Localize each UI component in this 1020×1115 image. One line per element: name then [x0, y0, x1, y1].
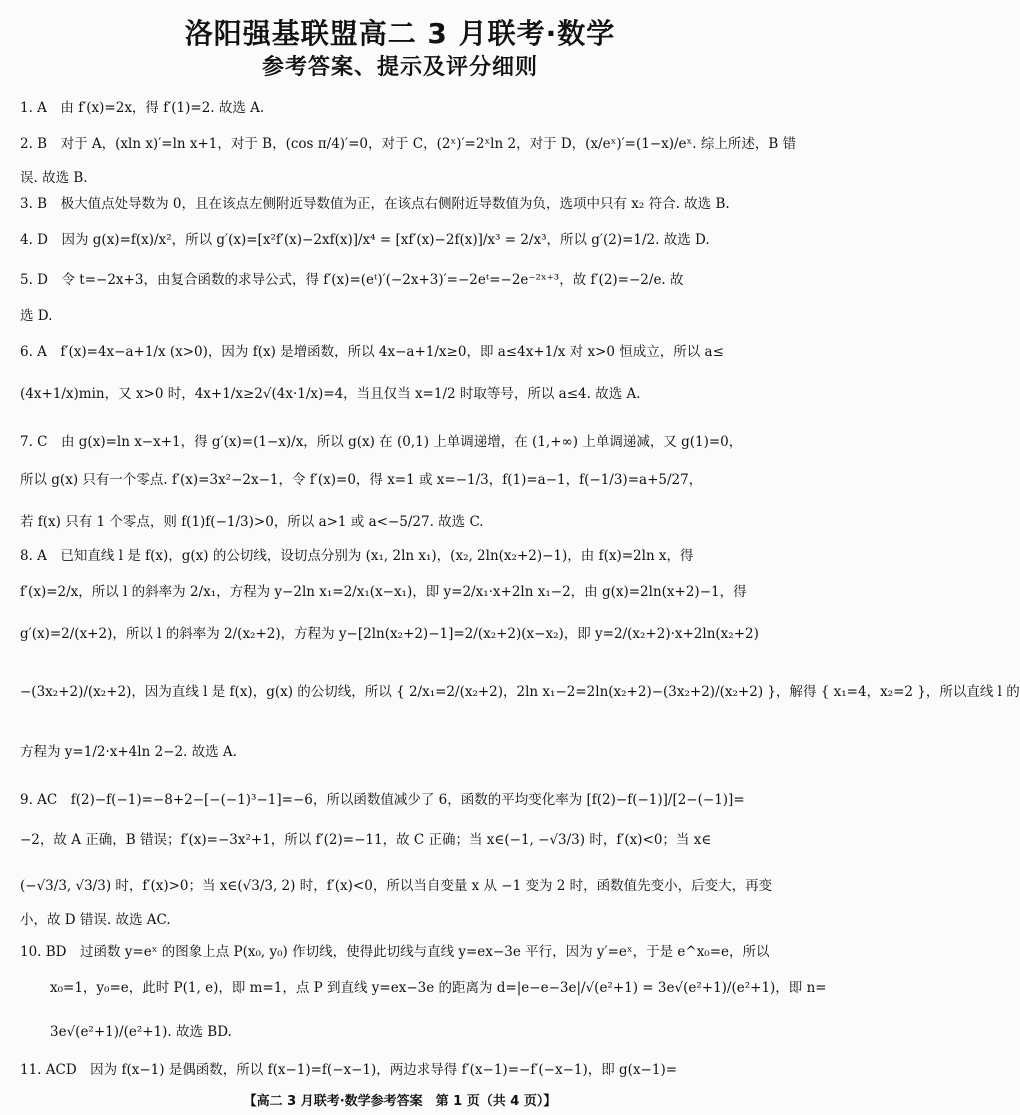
answer-line: 所以 g(x) 只有一个零点. f′(x)=3x²−2x−1，令 f′(x)=0，得 x=1 或 x=−1/3，f(1)=a−1，f(−1/3)=a+5/27， — [20, 472, 703, 488]
answer-line: g′(x)=2/(x+2)，所以 l 的斜率为 2/(x₂+2)，方程为 y−[2ln(x₂+2)−1]=2/(x₂+2)(x−x₂)，即 y=2/(x₂+2)·x+2ln(x₂+2) — [20, 626, 759, 642]
page-footer: 【高二 3 月联考·数学参考答案 第 1 页（共 4 页）】 — [243, 1094, 557, 1109]
answer-line: 3e√(e²+1)/(e²+1). 故选 BD. — [50, 1024, 232, 1040]
page-subtitle: 参考答案、提示及评分细则 — [261, 55, 538, 80]
answer-line: −(3x₂+2)/(x₂+2)，因为直线 l 是 f(x)，g(x) 的公切线，所以 { 2/x₁=2/(x₂+2)，2ln x₁−2=2ln(x₂+2)−(3x₂+2)/(x₂+2) }，解得 { x₁=4，x₂=2 }，所以直线 l 的 — [20, 684, 1020, 700]
answer-line: 方程为 y=1/2·x+4ln 2−2. 故选 A. — [20, 744, 237, 760]
answer-line: f′(x)=2/x，所以 l 的斜率为 2/x₁，方程为 y−2ln x₁=2/x₁(x−x₁)，即 y=2/x₁·x+2ln x₁−2，由 g(x)=2ln(x+2)−1，得 — [20, 584, 747, 600]
answer-line: 7. C 由 g(x)=ln x−x+1，得 g′(x)=(1−x)/x，所以 g(x) 在 (0,1) 上单调递增，在 (1,+∞) 上单调递减，又 g(1)=0， — [20, 434, 743, 450]
answer-line: 3. B 极大值点处导数为 0，且在该点左侧附近导数值为正，在该点右侧附近导数值为负，选项中只有 x₂ 符合. 故选 B. — [20, 196, 730, 212]
answer-line: (−√3/3, √3/3) 时，f′(x)>0；当 x∈(√3/3, 2) 时，f′(x)<0，所以当自变量 x 从 −1 变为 2 时，函数值先变小，后变大，再变 — [20, 878, 773, 894]
answer-line: 1. A 由 f′(x)=2x，得 f′(1)=2. 故选 A. — [20, 100, 265, 116]
answer-line: 9. AC f(2)−f(−1)=−8+2−[−(−1)³−1]=−6，所以函数值减少了 6，函数的平均变化率为 [f(2)−f(−1)]/[2−(−1)]= — [20, 792, 745, 808]
answer-line: 2. B 对于 A，(xln x)′=ln x+1，对于 B，(cos π/4)′=0，对于 C，(2ˣ)′=2ˣln 2，对于 D，(x/eˣ)′=(1−x)/eˣ. 综上所述，B 错 — [20, 136, 797, 152]
answer-line: 小，故 D 错误. 故选 AC. — [20, 912, 171, 928]
answer-line: 11. ACD 因为 f(x−1) 是偶函数，所以 f(x−1)=f(−x−1)，两边求导得 f′(x−1)=−f′(−x−1)，即 g(x−1)= — [20, 1062, 678, 1078]
answer-line: 误. 故选 B. — [20, 170, 88, 186]
answer-line: 4. D 因为 g(x)=f(x)/x²，所以 g′(x)=[x²f′(x)−2xf(x)]/x⁴ = [xf′(x)−2f(x)]/x³ = 2/x³，所以 g′(2)=1/2. 故选 D. — [20, 232, 710, 248]
answer-line: 10. BD 过函数 y=eˣ 的图象上点 P(x₀, y₀) 作切线，使得此切线与直线 y=ex−3e 平行，因为 y′=eˣ，于是 e^x₀=e，所以 — [20, 944, 770, 960]
answer-line: 选 D. — [20, 308, 53, 324]
answer-line: (4x+1/x)min，又 x>0 时，4x+1/x≥2√(4x·1/x)=4，当且仅当 x=1/2 时取等号，所以 a≤4. 故选 A. — [20, 386, 641, 402]
answer-line: 6. A f′(x)=4x−a+1/x (x>0)，因为 f(x) 是增函数，所以 4x−a+1/x≥0，即 a≤4x+1/x 对 x>0 恒成立，所以 a≤ — [20, 344, 724, 360]
answer-line: −2，故 A 正确，B 错误；f′(x)=−3x²+1，所以 f′(2)=−11，故 C 正确；当 x∈(−1, −√3/3) 时，f′(x)<0；当 x∈ — [20, 832, 712, 848]
answer-line: x₀=1，y₀=e，此时 P(1, e)，即 m=1，点 P 到直线 y=ex−3e 的距离为 d=|e−e−3e|/√(e²+1) = 3e√(e²+1)/(e²+1)，即 n= — [50, 980, 827, 996]
page-title: 洛阳强基联盟高二 3 月联考·数学 — [184, 17, 616, 50]
answer-line: 若 f(x) 只有 1 个零点，则 f(1)f(−1/3)>0，所以 a>1 或 a<−5/27. 故选 C. — [20, 514, 484, 530]
answer-line: 5. D 令 t=−2x+3，由复合函数的求导公式，得 f′(x)=(eᵗ)′(−2x+3)′=−2eᵗ=−2e⁻²ˣ⁺³，故 f′(2)=−2/e. 故 — [20, 272, 684, 288]
answer-line: 8. A 已知直线 l 是 f(x)，g(x) 的公切线，设切点分别为 (x₁, 2ln x₁)，(x₂, 2ln(x₂+2)−1)，由 f(x)=2ln x，得 — [20, 548, 694, 564]
